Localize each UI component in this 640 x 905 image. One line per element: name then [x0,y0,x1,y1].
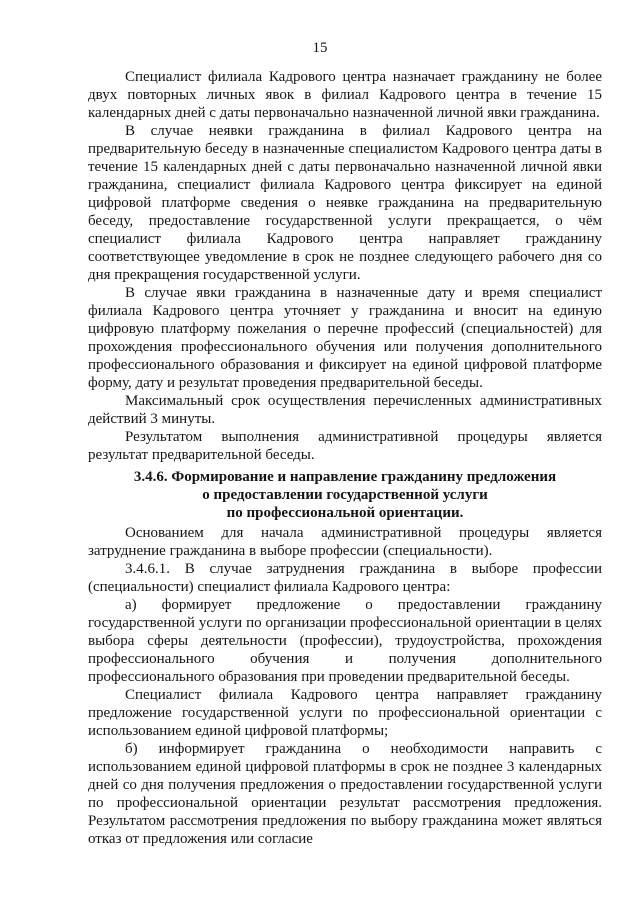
section-heading [88,468,602,522]
section-heading-line: по профессиональной ориентации. [226,505,464,521]
paragraph: Специалист филиала Кадрового центра назначает гражданину не более двух повторных личных явок в филиал Кадрового центра в течение 15 календарных дней с даты первоначально назначенной личной явки гражданина. [88,69,602,121]
paragraph: Максимальный срок осуществления перечисленных административных действий 3 минуты. [88,393,602,427]
paragraph: В случае неявки гражданина в филиал Кадрового центра на предварительную беседу в назначенные специалистом Кадрового центра даты в течение 15 календарных дней с даты первоначально назначенной личной явки гражданина, специалист филиала Кадрового центра фиксирует на единой цифровой платформе сведения о неявке гражданина на предварительную беседу, предоставление государственной услуги прекращается, о чём специалист филиала Кадрового центра направляет гражданину соответствующее уведомление в срок не позднее следующего рабочего дня со дня прекращения государственной услуги. [88,123,602,283]
section-heading-line: о предоставлении государственной услуги [202,487,488,503]
section-heading-line: 3.4.6. Формирование и направление гражданину предложения [133,469,557,485]
document-body [88,68,602,848]
paragraph: 3.4.6.1. В случае затруднения гражданина в выборе профессии (специальности) специалист филиала Кадрового центра: [88,561,602,595]
list-item-a: а) формирует предложение о предоставлении гражданину государственной услуги по организации профессиональной ориентации в целях выбора сферы деятельности (профессии), трудоустройства, прохождения профессионального обучения и получения дополнительного профессионального образования при проведении предварительной беседы. [88,597,602,685]
paragraph: Специалист филиала Кадрового центра направляет гражданину предложение государственной услуги по профессиональной ориентации с использованием единой цифровой платформы; [88,687,602,739]
page-number: 15 [312,40,328,56]
paragraph: Результатом выполнения административной процедуры является результат предварительной беседы. [88,429,602,463]
paragraph: Основанием для начала административной процедуры является затруднение гражданина в выборе профессии (специальности). [88,525,602,559]
list-item-b: б) информирует гражданина о необходимости направить с использованием единой цифровой платформы в срок не позднее 3 календарных дней со дня получения предложения о предоставлении государственной услуги по профессиональной ориентации результат рассмотрения предложения. Результатом рассмотрения предложения по выбору гражданина может являться отказ от предложения или согласие [88,741,602,847]
paragraph: В случае явки гражданина в назначенные дату и время специалист филиала Кадрового центра уточняет у гражданина и вносит на единую цифровую платформу пожелания о перечне профессий (специальностей) для прохождения профессионального обучения или получения дополнительного профессионального образования и фиксирует на единой цифровой платформе форму, дату и результат проведения предварительной беседы. [88,285,602,391]
